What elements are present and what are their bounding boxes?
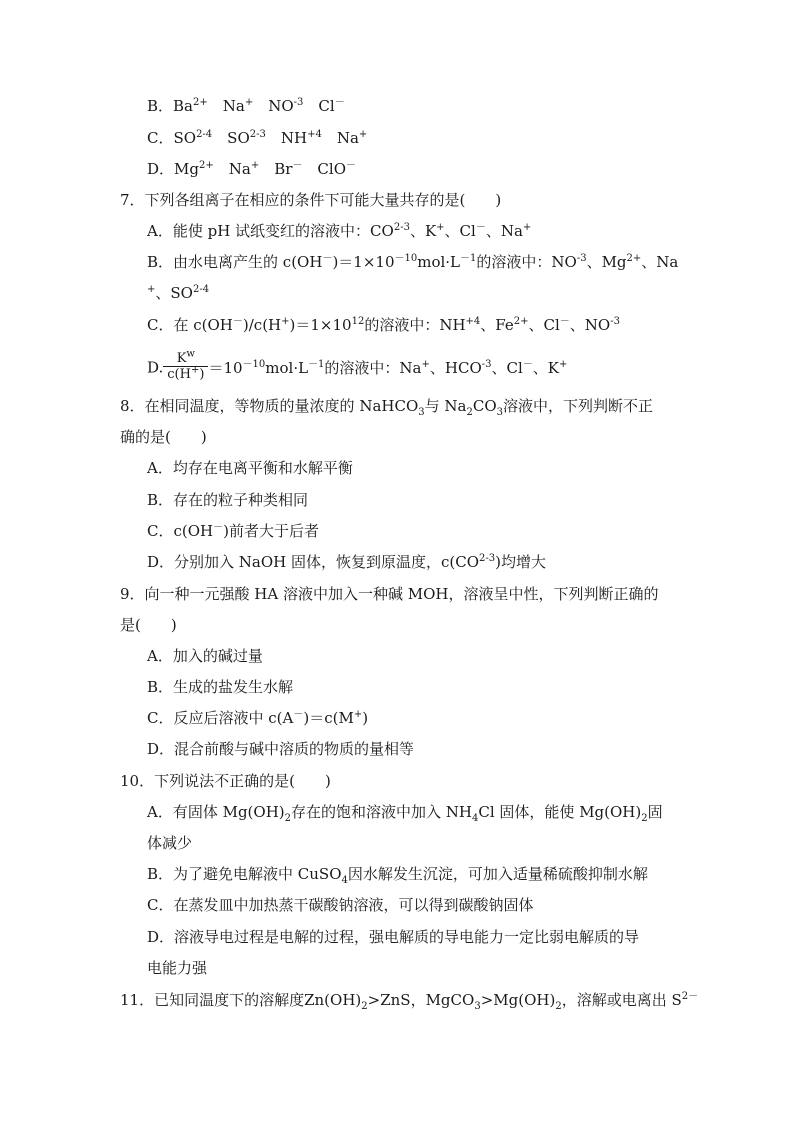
text-run: C．c(OH: [147, 522, 214, 540]
text-run: 、K: [532, 358, 559, 377]
text-run: 、Cl: [491, 358, 523, 377]
text-run: )＝1×10: [289, 316, 352, 334]
frac-denominator: c(H: [167, 367, 191, 382]
kw-fraction: [163, 348, 208, 382]
text-run: )/c(H: [242, 316, 282, 334]
frac-numerator: K: [176, 351, 187, 366]
text-run: 固: [647, 803, 663, 821]
superscript: +: [522, 222, 532, 233]
subscript: 3: [418, 407, 425, 418]
superscript: +: [244, 97, 254, 108]
q7-option-a: [147, 221, 531, 241]
superscript: -3: [576, 253, 587, 264]
text-run: B．为了避免电解液中 CuSO: [147, 865, 342, 883]
text-run: Cl 固体，能使 Mg(OH): [478, 803, 642, 821]
text-run: Na: [213, 160, 251, 178]
q10-option-d-line2: 电能力强: [147, 959, 208, 977]
text-run: CO: [472, 397, 497, 415]
superscript: +: [559, 358, 568, 370]
superscript: +: [147, 284, 156, 295]
text-run: >ZnS，MgCO: [367, 991, 475, 1009]
superscript: 2-4: [192, 284, 210, 295]
subscript: 2: [641, 813, 648, 824]
q10-option-b: [147, 864, 648, 884]
text-run: 的溶液中：NO: [476, 253, 577, 271]
q7-option-d-rest: [208, 359, 567, 377]
superscript: －: [232, 316, 243, 327]
superscript: －: [334, 97, 345, 108]
text-run: ClO: [302, 160, 346, 178]
q10-option-d-line1: D．溶液导电过程是电解的过程，强电解质的导电能力一定比弱电解质的导: [147, 928, 640, 946]
superscript: －1: [460, 253, 477, 264]
q9-option-b: B．生成的盐发生水解: [147, 678, 294, 696]
text-run: B．由水电离产生的 c(OH: [147, 253, 323, 271]
text-run: 、NO: [569, 316, 611, 334]
superscript: -3: [293, 97, 304, 108]
text-run: 8．在相同温度，等物质的量浓度的 NaHCO: [120, 397, 419, 415]
text-run: 、K: [409, 222, 437, 240]
superscript: 2+: [626, 253, 642, 264]
superscript: －: [293, 709, 304, 720]
superscript: +: [421, 358, 430, 370]
superscript: －: [213, 522, 224, 533]
text-run: ＝10: [208, 358, 243, 377]
q7-option-b-line1: [147, 252, 678, 272]
superscript: 2+: [513, 316, 529, 327]
text-run: 、Mg: [586, 253, 627, 271]
q8-option-d: [147, 552, 546, 572]
superscript: 2-4: [196, 129, 213, 140]
q6-option-d: [147, 159, 356, 179]
superscript: -3: [481, 358, 492, 370]
text-run: A．有固体 Mg(OH): [147, 803, 285, 821]
text-run: NH: [265, 129, 308, 147]
superscript: 2-3: [249, 129, 266, 140]
superscript: 2+: [193, 97, 208, 108]
q7-option-b-line2: [147, 283, 209, 303]
q10-stem: 10．下列说法不正确的是( ): [120, 772, 331, 790]
q6-option-c: [147, 128, 367, 148]
superscript: +: [353, 709, 363, 720]
text-run: B．Ba: [147, 97, 193, 115]
subscript: 4: [341, 875, 348, 886]
subscript: 3: [474, 1001, 481, 1012]
text-run: ): [362, 709, 369, 727]
superscript: 2-3: [479, 553, 496, 564]
text-run: 、HCO: [429, 358, 482, 377]
text-run: )＝1×10: [332, 253, 395, 271]
superscript: －: [522, 358, 533, 370]
text-run: ，溶解或电离出 S: [561, 991, 682, 1009]
q10-option-c: C．在蒸发皿中加热蒸干碳酸钠溶液，可以得到碳酸钠固体: [147, 896, 534, 914]
superscript: +4: [465, 316, 481, 327]
frac-denominator-sup: +: [190, 364, 200, 376]
superscript: +: [281, 316, 290, 327]
superscript: －10: [394, 253, 418, 264]
q9-option-d: D．混合前酸与碱中溶质的物质的量相等: [147, 740, 415, 758]
q7-option-d: [147, 348, 568, 382]
q7-stem: 7．下列各组离子在相应的条件下可能大量共存的是( ): [120, 191, 502, 209]
superscript: －10: [242, 358, 266, 370]
q8-option-a: A．均存在电离平衡和水解平衡: [147, 459, 353, 477]
superscript: 2-3: [393, 222, 410, 233]
text-run: )前者大于后者: [223, 522, 319, 540]
q9-stem-line1: 9．向一种一元强酸 HA 溶液中加入一种碱 MOH，溶液呈中性，下列判断正确的: [120, 585, 659, 603]
text-run: 、Cl: [444, 222, 476, 240]
text-run: Br: [259, 160, 293, 178]
text-run: C．在 c(OH: [147, 316, 233, 334]
frac-denominator-end: ): [199, 367, 205, 382]
text-run: 因水解发生沉淀，可加入适量稀硫酸抑制水解: [347, 865, 648, 883]
text-run: 、Na: [485, 222, 523, 240]
q7-option-c: [147, 315, 620, 335]
text-run: C．反应后溶液中 c(A: [147, 709, 294, 727]
text-run: 、Cl: [528, 316, 560, 334]
q9-stem-line2: 是( ): [120, 616, 177, 634]
text-run: Cl: [303, 97, 335, 115]
subscript: 2: [284, 813, 292, 824]
q8-option-c: [147, 521, 319, 541]
text-run: >Mg(OH): [480, 991, 556, 1009]
text-run: NO: [253, 97, 294, 115]
q8-stem-line1: [120, 396, 653, 416]
superscript: －1: [308, 358, 325, 370]
text-run: 存在的饱和溶液中加入 NH: [291, 803, 473, 821]
subscript: 2: [555, 1001, 562, 1012]
text-run: 溶液中，下列判断不正: [503, 397, 654, 415]
q10-option-a-line2: 体减少: [147, 834, 193, 852]
superscript: －: [322, 253, 333, 264]
text-run: 、Fe: [480, 316, 514, 334]
text-run: )＝c(M: [303, 709, 354, 727]
text-run: mol·L: [265, 358, 309, 377]
text-run: SO: [212, 129, 250, 147]
superscript: 2－: [681, 991, 699, 1002]
text-run: 的溶液中：NH: [364, 316, 466, 334]
text-run: 、Na: [641, 253, 679, 271]
subscript: 3: [496, 407, 503, 418]
superscript: +4: [307, 129, 322, 140]
text-run: A．能使 pH 试纸变红的溶液中：CO: [147, 222, 394, 240]
text-run: 11．已知同温度下的溶解度Zn(OH): [120, 991, 362, 1009]
superscript: +: [436, 222, 445, 233]
superscript: +: [250, 160, 260, 171]
text-run: mol·L: [417, 253, 461, 271]
q8-stem-line2: 确的是( ): [120, 428, 207, 446]
superscript: +: [358, 129, 368, 140]
q9-option-c: [147, 708, 368, 728]
q8-option-b: B．存在的粒子种类相同: [147, 491, 309, 509]
text-run: Na: [207, 97, 245, 115]
q10-option-a-line1: [147, 802, 663, 822]
superscript: －: [346, 160, 356, 171]
q7-option-d-prefix: D.: [147, 358, 164, 377]
text-run: Na: [321, 129, 359, 147]
text-run: C．SO: [147, 129, 197, 147]
frac-numerator-sup: w: [186, 348, 195, 360]
superscript: －: [475, 222, 486, 233]
subscript: 2: [466, 407, 473, 418]
text-run: 与 Na: [424, 397, 467, 415]
text-run: )均增大: [495, 553, 547, 571]
q9-option-a: A．加入的碱过量: [147, 647, 263, 665]
text-run: 的溶液中：Na: [324, 358, 422, 377]
superscript: -3: [610, 316, 620, 327]
superscript: 12: [351, 316, 365, 327]
superscript: －: [559, 316, 570, 327]
text-run: 、SO: [155, 284, 193, 302]
superscript: －: [292, 160, 303, 171]
superscript: 2+: [199, 160, 214, 171]
text-run: D．Mg: [147, 160, 199, 178]
subscript: 2: [361, 1001, 368, 1012]
q11-stem-line1: [120, 990, 698, 1010]
subscript: 4: [472, 813, 479, 824]
text-run: D．分别加入 NaOH 固体，恢复到原温度，c(CO: [147, 553, 480, 571]
q6-option-b: [147, 96, 345, 116]
